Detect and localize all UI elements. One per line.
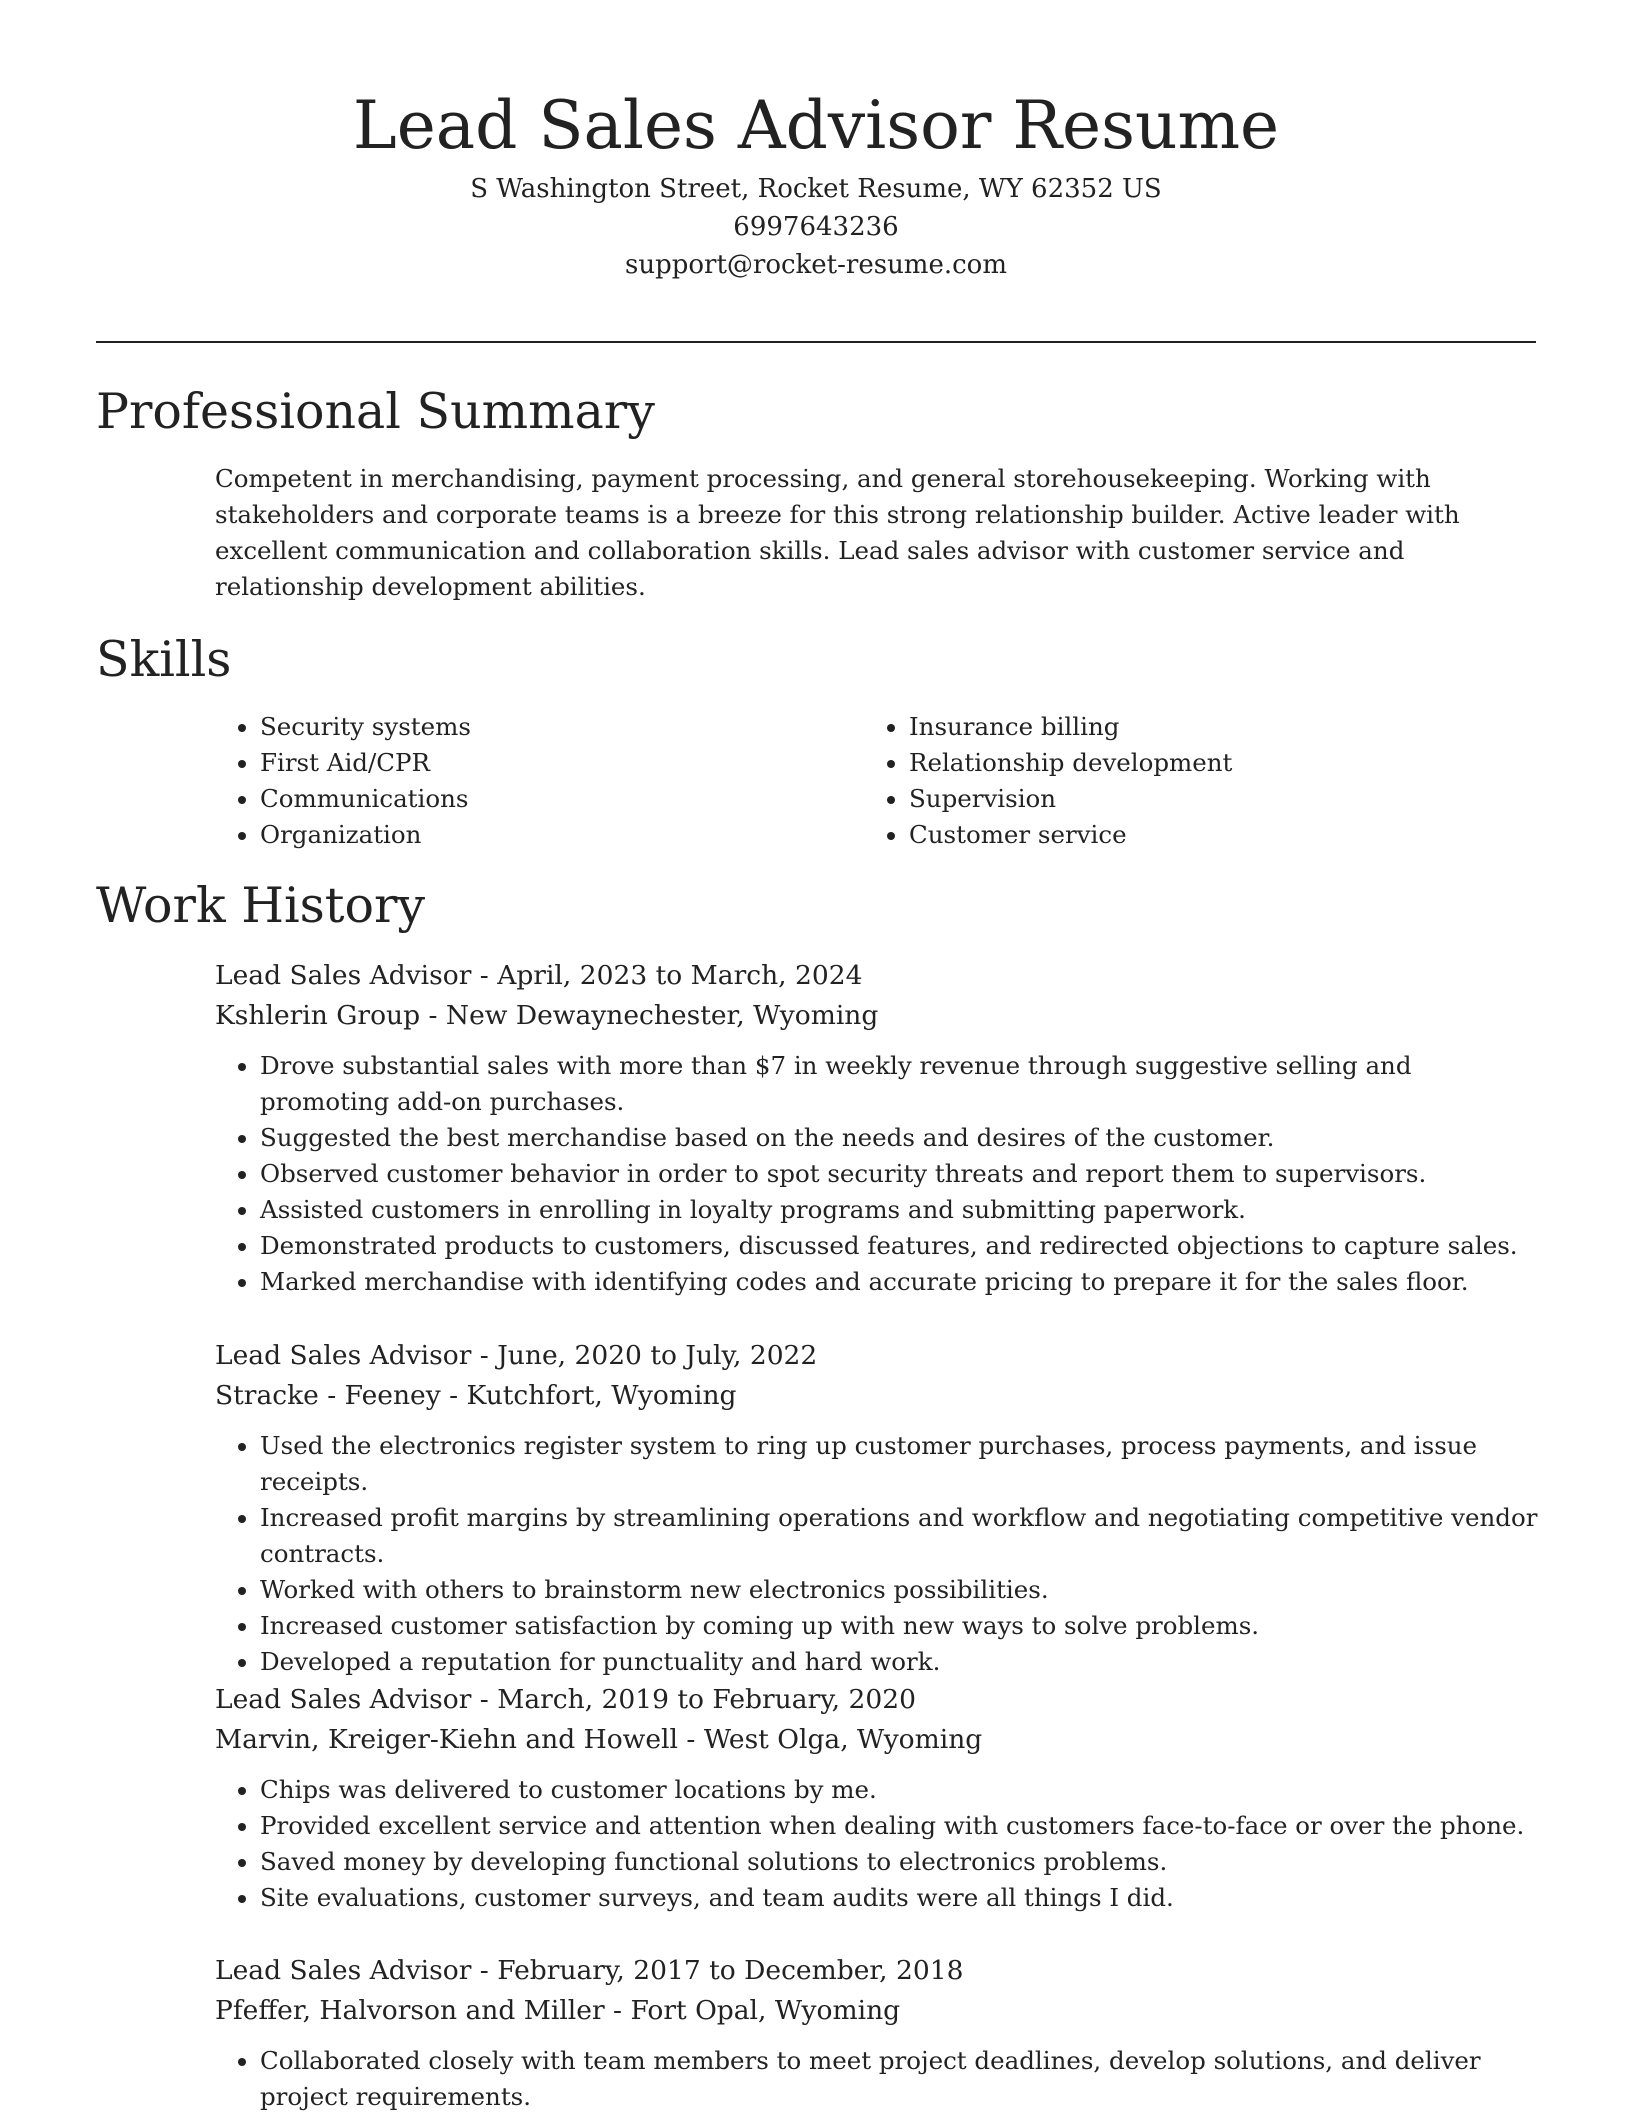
job-company: Marvin, Kreiger-Kiehn and Howell [215,1724,678,1755]
skill-item: • Supervision [909,781,1509,817]
job-dates: March, 2019 to February, 2020 [497,1684,916,1715]
job-title: Lead Sales Advisor [215,1955,472,1986]
job-title-line: Lead Sales Advisor - March, 2019 to February, 2020 [215,1684,916,1715]
job-bullet: • Assisted customers in enrolling in loyalty programs and submitting paperwork. [260,1192,1540,1228]
job-bullet: • Provided excellent service and attention when dealing with customers face-to-face or over the phone. [260,1808,1540,1844]
job-company-line: Kshlerin Group - New Dewaynechester, Wyoming [215,1000,879,1031]
job-bullet: • Used the electronics register system to ring up customer purchases, process payments, and issue receipts. [260,1428,1540,1500]
job-bullets [215,1772,1540,1916]
job-bullet: • Demonstrated products to customers, discussed features, and redirected objections to capture sales. [260,1228,1540,1264]
job-location: West Olga, Wyoming [703,1724,983,1755]
contact-address: S Washington Street, Rocket Resume, WY 62352 US [470,174,1162,204]
job-title-line: Lead Sales Advisor - February, 2017 to December, 2018 [215,1955,964,1986]
job-entry [215,1951,1540,2115]
skill-item: • First Aid/CPR [260,745,860,781]
job-title-line: Lead Sales Advisor - April, 2023 to March, 2024 [215,960,863,991]
job-entry [215,1336,1540,1680]
job-entry [215,1680,1540,1916]
job-bullet: • Worked with others to brainstorm new electronics possibilities. [260,1572,1540,1608]
job-bullet: • Increased profit margins by streamlining operations and workflow and negotiating competitive vendor contracts. [260,1500,1540,1572]
skill-item: • Relationship development [909,745,1509,781]
work-history-heading: Work History [96,877,426,934]
job-company: Pfeffer, Halvorson and Miller [215,1995,605,2026]
job-company-line: Pfeffer, Halvorson and Miller - Fort Opal, Wyoming [215,1995,901,2026]
job-bullet: • Saved money by developing functional solutions to electronics problems. [260,1844,1540,1880]
job-location: Fort Opal, Wyoming [630,1995,901,2026]
contact-email: support@rocket-resume.com [624,250,1007,280]
job-company-line: Stracke - Feeney - Kutchfort, Wyoming [215,1380,737,1411]
header-divider [96,341,1536,343]
job-bullet: • Developed a reputation for punctuality and hard work. [260,1644,1540,1680]
job-location: New Dewaynechester, Wyoming [445,1000,879,1031]
resume-title: Lead Sales Advisor Resume [352,87,1280,164]
job-bullets [215,1428,1540,1680]
skills-list-right [864,709,1509,853]
job-title: Lead Sales Advisor [215,1340,472,1371]
job-dates: June, 2020 to July, 2022 [497,1340,818,1371]
skill-item: • Organization [260,817,860,853]
job-bullet: • Drove substantial sales with more than $7 in weekly revenue through suggestive selling and promoting add-on purchases. [260,1048,1540,1120]
job-bullet: • Increased customer satisfaction by coming up with new ways to solve problems. [260,1608,1540,1644]
job-bullet: • Collaborated closely with team members to meet project deadlines, develop solutions, and deliver project requirements. [260,2043,1540,2115]
job-bullet: • Marked merchandise with identifying codes and accurate pricing to prepare it for the sales floor. [260,1264,1540,1300]
job-bullet: • Site evaluations, customer surveys, and team audits were all things I did. [260,1880,1540,1916]
skills-list-left [215,709,860,853]
job-bullet: • Suggested the best merchandise based on the needs and desires of the customer. [260,1120,1540,1156]
skills-heading: Skills [96,631,232,688]
job-company-line: Marvin, Kreiger-Kiehn and Howell - West Olga, Wyoming [215,1724,983,1755]
job-title-line: Lead Sales Advisor - June, 2020 to July, 2022 [215,1340,818,1371]
job-title: Lead Sales Advisor [215,960,472,991]
contact-phone: 6997643236 [733,212,899,242]
summary-text: Competent in merchandising, payment processing, and general storehousekeeping. Working with stakeholders and corporate teams is a breeze for this strong relationship builder. Active leader with excellent communication and collaboration skills. Lead sales advisor with customer service and relationship development abilities. [215,464,1460,601]
skill-item: • Communications [260,781,860,817]
job-entry [215,956,1540,1300]
job-company: Stracke - Feeney [215,1380,441,1411]
job-company: Kshlerin Group [215,1000,421,1031]
job-dates: April, 2023 to March, 2024 [497,960,863,991]
summary-heading: Professional Summary [96,383,655,440]
job-bullet: • Chips was delivered to customer locations by me. [260,1772,1540,1808]
skill-item: • Insurance billing [909,709,1509,745]
skill-item: • Customer service [909,817,1509,853]
job-dates: February, 2017 to December, 2018 [497,1955,964,1986]
job-bullets [215,2043,1540,2115]
job-title: Lead Sales Advisor [215,1684,472,1715]
resume-header [96,82,1536,284]
job-bullet: • Observed customer behavior in order to spot security threats and report them to supervisors. [260,1156,1540,1192]
job-bullets [215,1048,1540,1300]
skill-item: • Security systems [260,709,860,745]
job-location: Kutchfort, Wyoming [466,1380,737,1411]
